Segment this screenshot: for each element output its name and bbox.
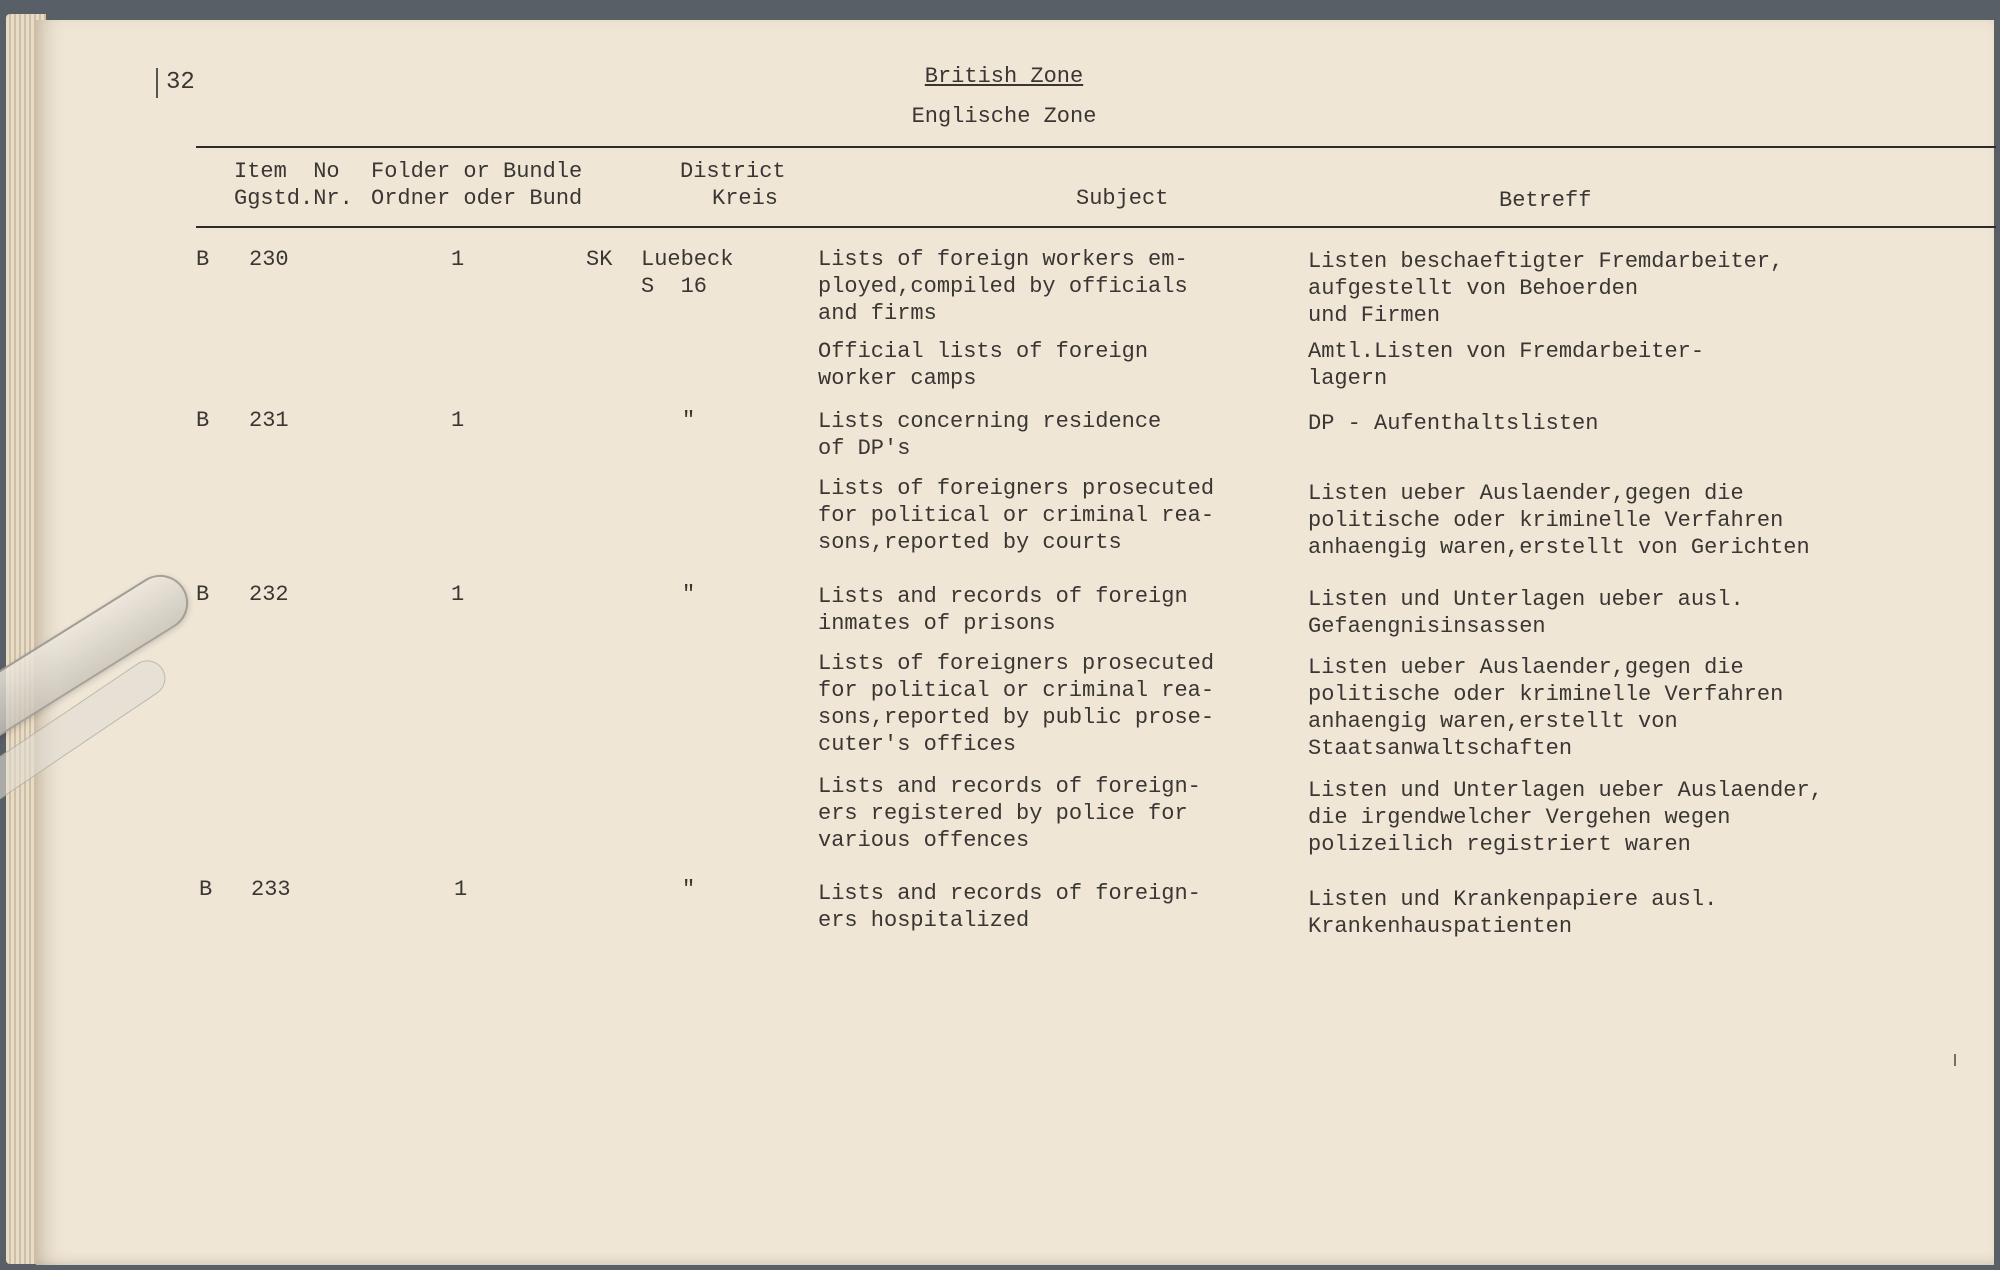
entry-folder: 1: [451, 247, 465, 272]
entry-district-code: SK: [586, 247, 613, 272]
entry-betreff: Listen ueber Auslaender,gegen die politische oder kriminelle Verfahren anhaengig waren,erstellt von Gerichten: [1308, 481, 1810, 560]
entry-subject: Lists and records of foreign- ers hospitalized: [818, 881, 1201, 933]
entry-subject: Lists of foreign workers em- ployed,compiled by officials and firms: [818, 247, 1188, 326]
entry-subject: Lists and records of foreign inmates of prisons: [818, 584, 1188, 636]
entry-subject: Lists and records of foreign- ers registered by police for various offences: [818, 774, 1201, 853]
page-title-text: British Zone: [924, 64, 1084, 89]
page-title: [36, 64, 1972, 89]
entry-subject: Official lists of foreign worker camps: [818, 339, 1149, 391]
entry-betreff: Amtl.Listen von Fremdarbeiter- lagern: [1308, 339, 1705, 391]
entry-betreff: Listen und Krankenpapiere ausl. Krankenhauspatienten: [1308, 887, 1718, 939]
header-folder-en: Folder or Bundle: [371, 159, 583, 184]
entry-district: ": [682, 877, 696, 902]
entry-subject: Lists concerning residence of DP's: [818, 409, 1162, 461]
entry-prefix: B: [196, 408, 210, 433]
entry-betreff: Listen und Unterlagen ueber ausl. Gefaengnisinsassen: [1308, 587, 1744, 639]
document-page: [36, 20, 1994, 1265]
entry-subject: Lists of foreigners prosecuted for political or criminal rea- sons,reported by courts: [818, 476, 1215, 555]
entry-district: Luebeck: [641, 247, 734, 272]
page-number: 32: [156, 68, 195, 98]
header-district-en: District: [680, 159, 786, 184]
entry-prefix: B: [196, 582, 210, 607]
page-mark: [1954, 1054, 1956, 1066]
entry-betreff: DP - Aufenthaltslisten: [1308, 411, 1599, 436]
entry-folder: 1: [451, 582, 465, 607]
header-rule-top: [196, 146, 1996, 148]
entry-district: ": [682, 408, 696, 433]
entry-item-number: 230: [249, 247, 289, 272]
header-rule-bottom: [196, 226, 1996, 228]
entry-item-number: 231: [249, 408, 289, 433]
entry-item-number: 232: [249, 582, 289, 607]
entry-betreff: Listen und Unterlagen ueber Auslaender, die irgendwelcher Vergehen wegen polizeilich registriert waren: [1308, 778, 1823, 857]
entry-subject: Lists of foreigners prosecuted for political or criminal rea- sons,reported by public prose- cuter's offices: [818, 651, 1215, 757]
entry-betreff: Listen beschaeftigter Fremdarbeiter, aufgestellt von Behoerden und Firmen: [1308, 249, 1784, 328]
entry-item-number: 233: [251, 877, 291, 902]
header-district-de: Kreis: [712, 186, 779, 211]
entry-prefix: B: [196, 247, 210, 272]
entry-prefix: B: [199, 877, 213, 902]
header-item-no-de: Ggstd.Nr.: [234, 186, 353, 211]
entry-betreff: Listen ueber Auslaender,gegen die politische oder kriminelle Verfahren anhaengig waren,erstellt von Staatsanwaltschaften: [1308, 655, 1784, 761]
header-betreff: Betreff: [1499, 188, 1592, 213]
header-folder-de: Ordner oder Bund: [371, 186, 583, 211]
header-item-no-en: Item No: [234, 159, 340, 184]
entry-folder: 1: [451, 408, 465, 433]
entry-folder: 1: [454, 877, 468, 902]
page-subtitle: Englische Zone: [911, 104, 1097, 129]
entry-district: ": [682, 582, 696, 607]
entry-district-sub: S 16: [641, 274, 708, 299]
header-subject: Subject: [1076, 186, 1169, 211]
